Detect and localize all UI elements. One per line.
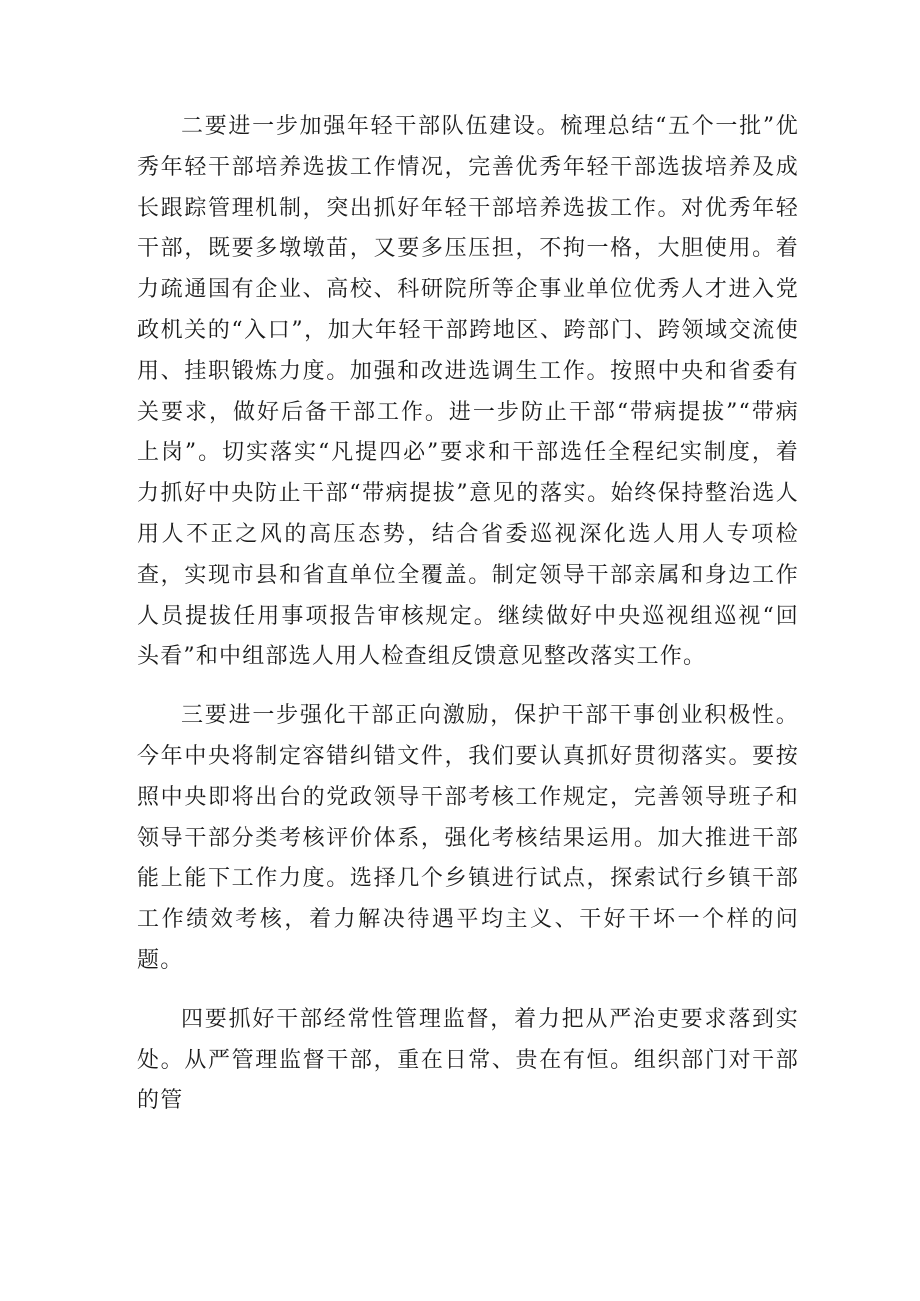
paragraph-young-cadres: 二要进一步加强年轻干部队伍建设。梳理总结“五个一批”优秀年轻干部培养选拔工作情况，完善优秀年轻干部选拔培养及成长跟踪管理机制，突出抓好年轻干部培养选拔工作。对优秀年轻干部，既要多墩墩苗，又要多压压担，不拘一格，大胆使用。着力疏通国有企业、高校、科研院所等企事业单位优秀人才进入党政机关的“入口”，加大年轻干部跨地区、跨部门、跨领域交流使用、挂职锻炼力度。加强和改进选调生工作。按照中央和省委有关要求，做好后备干部工作。进一步防止干部“带病提拔”“带病上岗”。切实落实“凡提四必”要求和干部选任全程纪实制度，着力抓好中央防止干部“带病提拔”意见的落实。始终保持整治选人用人不正之风的高压态势，结合省委巡视深化选人用人专项检查，实现市县和省直单位全覆盖。制定领导干部亲属和身边工作人员提拔任用事项报告审核规定。继续做好中央巡视组巡视“回头看”和中组部选人用人检查组反馈意见整改落实工作。 [137, 114, 799, 670]
paragraph-supervision: 四要抓好干部经常性管理监督，着力把从严治吏要求落到实处。从严管理监督干部，重在日常、贵在有恒。组织部门对干部的管 [137, 1006, 799, 1114]
document-page [137, 107, 799, 1140]
paragraph-incentives: 三要进一步强化干部正向激励，保护干部干事创业积极性。今年中央将制定容错纠错文件，我们要认真抓好贯彻落实。要按照中央即将出台的党政领导干部考核工作规定，完善领导班子和领导干部分类考核评价体系，强化考核结果运用。加大推进干部能上能下工作力度。选择几个乡镇进行试点，探索试行乡镇干部工作绩效考核，着力解决待遇平均主义、干好干坏一个样的问题。 [137, 703, 799, 973]
